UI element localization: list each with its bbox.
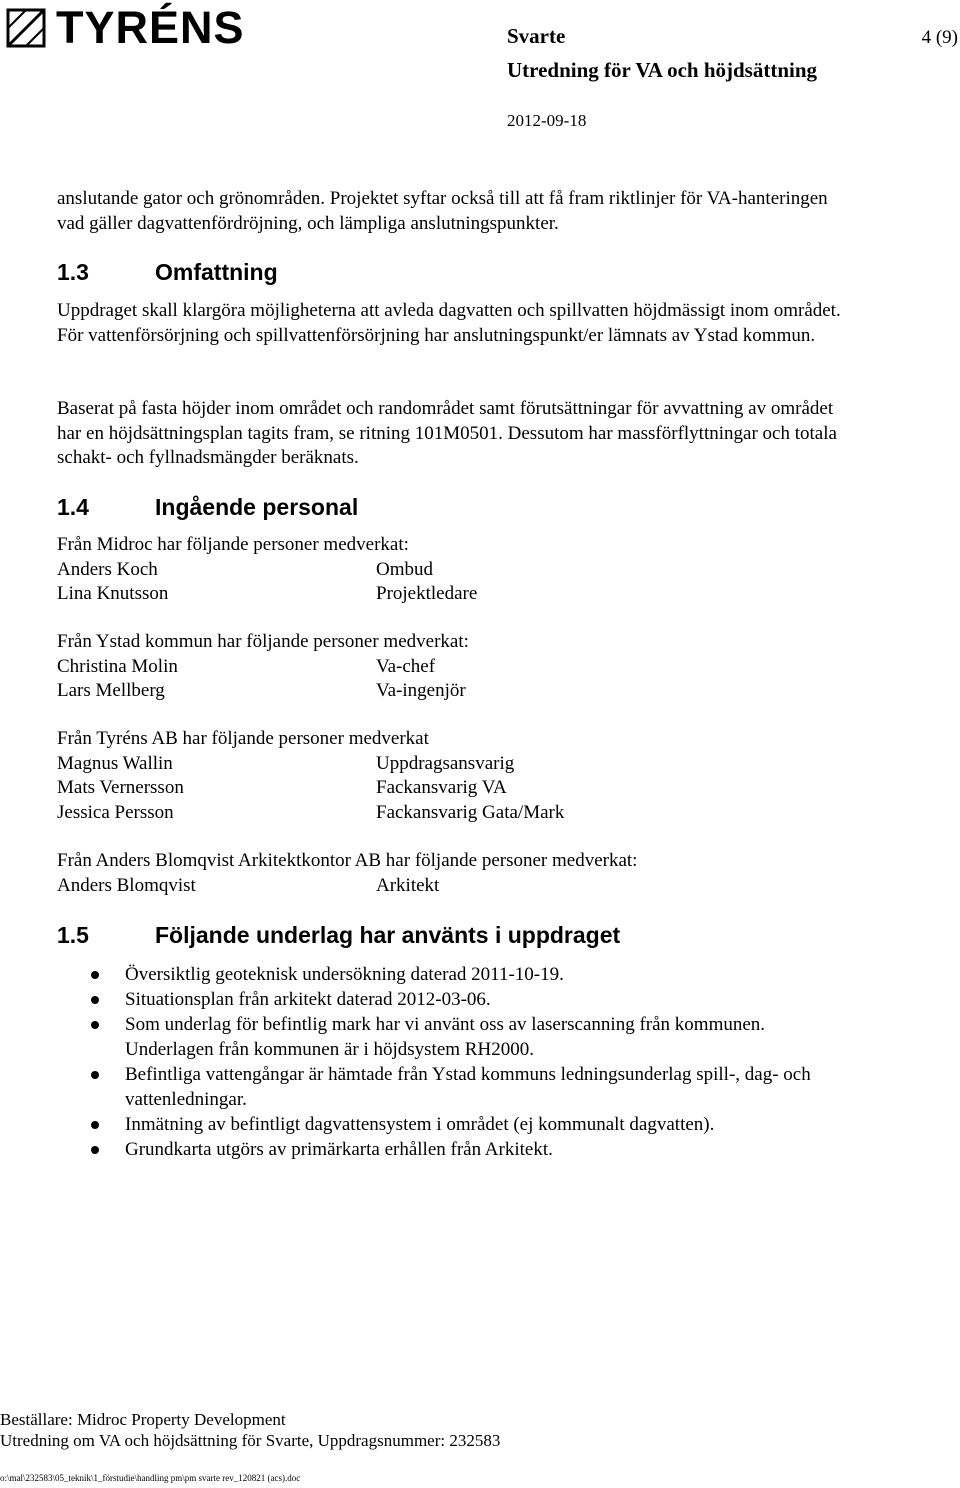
list-item: [57, 1062, 857, 1112]
bullet-icon: [91, 1121, 99, 1129]
logo-text: TYRÉNS: [56, 2, 245, 53]
section-heading-1-4: [57, 494, 358, 521]
list-item-text: Översiktlig geoteknisk undersökning daterad 2011-10-19.: [125, 964, 564, 985]
person-row: [57, 874, 637, 899]
document-title: Svarte: [507, 24, 566, 48]
personnel-group-tyrens: [57, 727, 564, 825]
person-role: Arkitekt: [376, 874, 440, 896]
person-name: Anders Koch: [57, 558, 158, 580]
tyrens-logo-mark-icon: [6, 8, 46, 48]
section-heading-1-5: [57, 922, 620, 949]
list-item-text: Befintliga vattengångar är hämtade från Ystad kommuns ledningsunderlag spill-, dag- och vattenledningar.: [125, 1064, 811, 1110]
person-role: Fackansvarig VA: [376, 777, 507, 798]
section-heading-1-3: [57, 259, 278, 286]
group-intro: Från Midroc har följande personer medverkat:: [57, 534, 409, 555]
footer-project: Utredning om VA och höjdsättning för Svarte, Uppdragsnummer: 232583: [0, 1431, 501, 1450]
section-title: Ingående personal: [155, 494, 359, 520]
person-name: Mats Vernersson: [57, 777, 184, 798]
person-name: Christina Molin: [57, 655, 178, 677]
list-item-text: Grundkarta utgörs av primärkarta erhållen från Arkitekt.: [125, 1139, 553, 1160]
group-intro: Från Anders Blomqvist Arkitektkontor AB har följande personer medverkat:: [57, 850, 638, 871]
intro-paragraph: anslutande gator och grönområden. Projektet syftar också till att få fram riktlinjer för VA-hanteringen vad gäller dagvattenfördröjning, och lämpliga anslutningspunkter.: [57, 188, 828, 234]
bullet-icon: [91, 1071, 99, 1079]
person-row: [57, 655, 469, 680]
section-number: 1.5: [57, 922, 89, 948]
bullet-icon: [91, 996, 99, 1004]
person-name: Lars Mellberg: [57, 680, 165, 701]
person-row: [57, 776, 564, 801]
person-role: Projektledare: [376, 583, 478, 604]
person-name: Lina Knutsson: [57, 583, 169, 604]
person-role: Ombud: [376, 558, 433, 580]
tyrens-logo: [6, 2, 245, 53]
person-role: Uppdragsansvarig: [376, 752, 515, 774]
personnel-group-ystad: [57, 630, 469, 704]
footer-file-path: o:\mal\232583\05_teknik\1_förstudie\handling pm\pm svarte rev_120821 (acs).doc: [0, 1473, 301, 1483]
person-role: Fackansvarig Gata/Mark: [376, 801, 565, 823]
list-item: [57, 987, 857, 1012]
document-subtitle: Utredning för VA och höjdsättning: [507, 58, 818, 82]
personnel-group-midroc: [57, 533, 477, 607]
person-row: [57, 801, 564, 826]
person-row: [57, 679, 469, 704]
person-name: Magnus Wallin: [57, 752, 173, 774]
bullet-icon: [91, 1021, 99, 1029]
bullet-icon: [91, 1146, 99, 1154]
person-role: Va-ingenjör: [376, 680, 466, 701]
paragraph: Uppdraget skall klargöra möjligheterna att avleda dagvatten och spillvatten höjdmässigt inom området. För vattenförsörjning och spillvattenförsörjning har anslutningspunkt/er lämnats av Ystad kommun.: [57, 300, 841, 346]
list-item-text: Inmätning av befintligt dagvattensystem i området (ej kommunalt dagvatten).: [125, 1114, 715, 1135]
document-date: 2012-09-18: [507, 111, 587, 130]
section-number: 1.4: [57, 494, 89, 520]
group-intro: Från Ystad kommun har följande personer medverkat:: [57, 631, 469, 652]
section-number: 1.3: [57, 259, 89, 285]
list-item-text: Som underlag för befintlig mark har vi använt oss av laserscanning från kommunen. Underlagen från kommunen är i höjdsystem RH2000.: [125, 1014, 766, 1060]
bullet-icon: [91, 971, 99, 979]
person-name: Jessica Persson: [57, 801, 174, 823]
section-title: Följande underlag har använts i uppdraget: [155, 922, 621, 948]
page-number: 4 (9): [921, 27, 958, 48]
footer-client: Beställare: Midroc Property Development: [0, 1410, 286, 1429]
personnel-group-arkitekt: [57, 849, 637, 898]
list-item: [57, 1137, 857, 1162]
list-item: [57, 962, 857, 987]
paragraph: Baserat på fasta höjder inom området och randområdet samt förutsättningar för avvattning av området har en höjdsättningsplan tagits fram, se ritning 101M0501. Dessutom har massförflyttningar och totala schakt- och fyllnadsmängder beräknats.: [57, 398, 837, 468]
person-row: [57, 558, 477, 583]
person-row: [57, 582, 477, 607]
source-list: [57, 962, 857, 1162]
list-item-text: Situationsplan från arkitekt daterad 2012-03-06.: [125, 989, 491, 1010]
list-item: [57, 1112, 857, 1137]
section-title: Omfattning: [155, 259, 278, 285]
group-intro: Från Tyréns AB har följande personer medverkat: [57, 728, 429, 749]
person-name: Anders Blomqvist: [57, 874, 196, 896]
person-role: Va-chef: [376, 655, 436, 677]
list-item: [57, 1012, 857, 1062]
person-row: [57, 752, 564, 777]
